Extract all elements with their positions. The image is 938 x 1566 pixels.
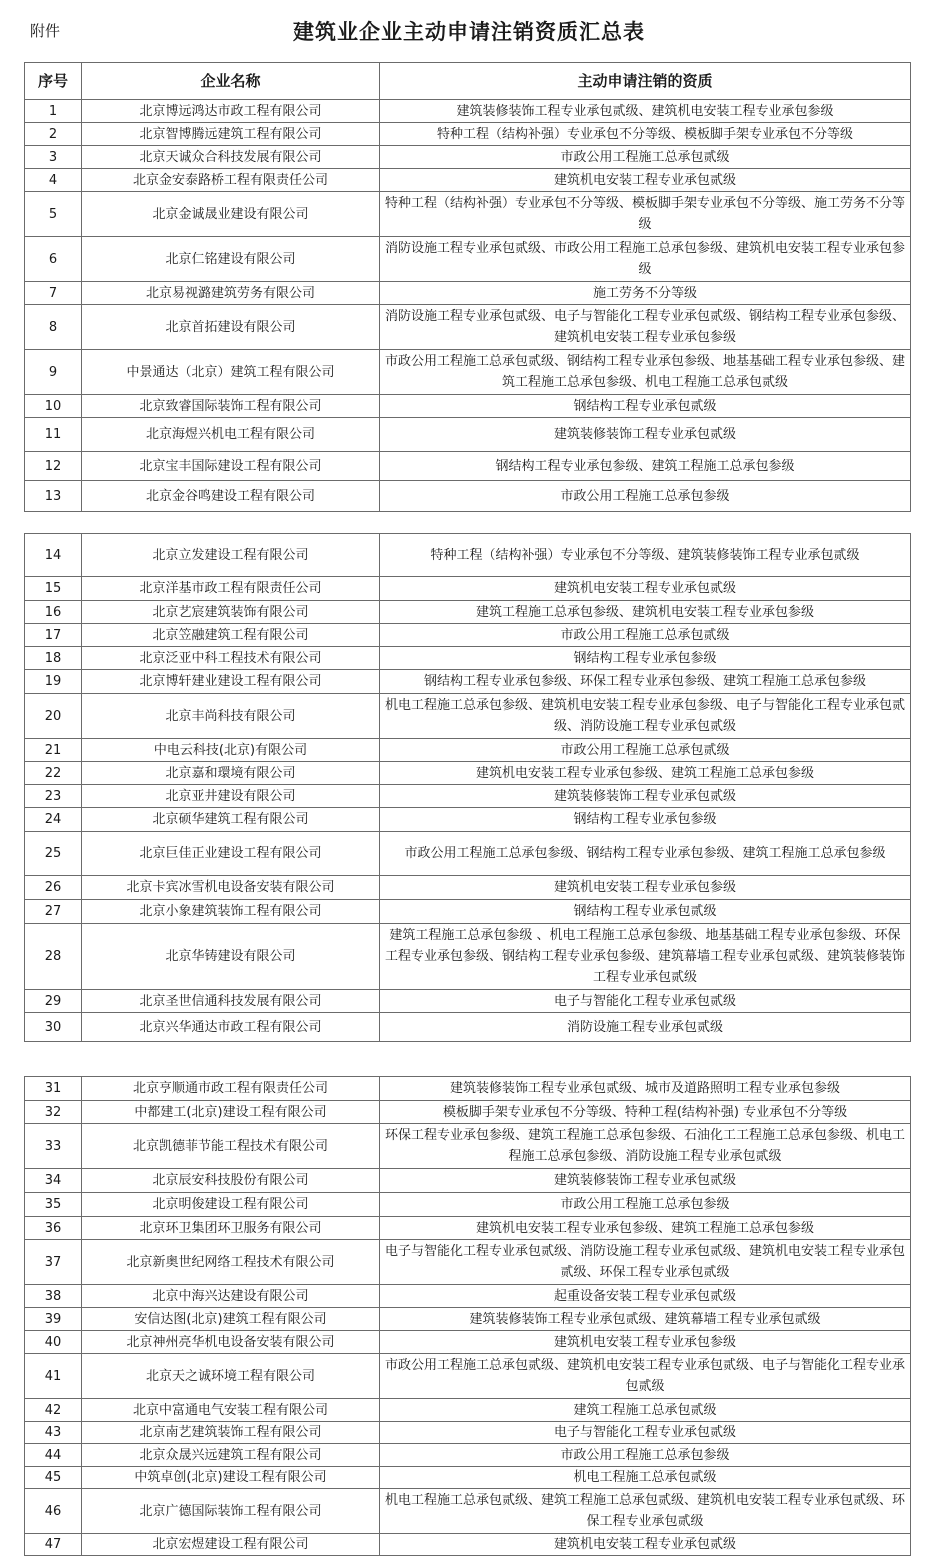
- qualification-text: 机电工程施工总承包贰级、建筑工程施工总承包贰级、建筑机电安装工程专业承包贰级、环保工程专业承包贰级: [380, 1489, 911, 1534]
- qualification-text: 模板脚手架专业承包不分等级、特种工程(结构补强) 专业承包不分等级: [380, 1101, 911, 1124]
- company-name: 北京首拓建设有限公司: [82, 305, 380, 350]
- qualification-text: 建筑机电安装工程专业承包参级: [380, 876, 911, 900]
- table-row: [25, 832, 911, 876]
- table-row: [25, 924, 911, 990]
- company-name: 北京广德国际装饰工程有限公司: [82, 1489, 380, 1534]
- table-row: [25, 192, 911, 237]
- table-row: [25, 1489, 911, 1534]
- table-row: [25, 670, 911, 694]
- qualification-text: 建筑装修装饰工程专业承包贰级、建筑幕墙工程专业承包贰级: [380, 1308, 911, 1331]
- company-name: 北京明俊建设工程有限公司: [82, 1193, 380, 1217]
- company-name: 北京卡宾冰雪机电设备安装有限公司: [82, 876, 380, 900]
- row-number: 20: [25, 694, 82, 739]
- row-number: 44: [25, 1444, 82, 1467]
- qualification-text: 建筑装修装饰工程专业承包贰级、建筑机电安装工程专业承包参级: [380, 100, 911, 123]
- qualification-text: 市政公用工程施工总承包参级、钢结构工程专业承包参级、建筑工程施工总承包参级: [380, 832, 911, 876]
- company-name: 北京笠融建筑工程有限公司: [82, 624, 380, 647]
- qualification-text: 建筑装修装饰工程专业承包贰级: [380, 418, 911, 452]
- qualification-text: 特种工程（结构补强）专业承包不分等级、模板脚手架专业承包不分等级: [380, 123, 911, 146]
- row-number: 14: [25, 534, 82, 577]
- qualification-text: 市政公用工程施工总承包贰级、建筑机电安装工程专业承包贰级、电子与智能化工程专业承包贰级: [380, 1354, 911, 1399]
- company-name: 北京兴华通达市政工程有限公司: [82, 1013, 380, 1042]
- qualification-text: 消防设施工程专业承包贰级、电子与智能化工程专业承包贰级、钢结构工程专业承包参级、建筑机电安装工程专业承包参级: [380, 305, 911, 350]
- company-name: 北京新奥世纪网络工程技术有限公司: [82, 1240, 380, 1285]
- company-name: 北京小象建筑装饰工程有限公司: [82, 900, 380, 924]
- table-row: [25, 1013, 911, 1042]
- qualification-text: 市政公用工程施工总承包贰级: [380, 624, 911, 647]
- row-number: 19: [25, 670, 82, 694]
- company-name: 北京硕华建筑工程有限公司: [82, 808, 380, 832]
- company-name: 北京洋基市政工程有限责任公司: [82, 577, 380, 601]
- qualification-table-part-1: [24, 62, 911, 512]
- qualification-text: 建筑机电安装工程专业承包贰级: [380, 1534, 911, 1556]
- qualification-text: 环保工程专业承包参级、建筑工程施工总承包参级、石油化工工程施工总承包参级、机电工程施工总承包参级、消防设施工程专业承包贰级: [380, 1124, 911, 1169]
- company-name: 北京中富通电气安装工程有限公司: [82, 1399, 380, 1422]
- row-number: 29: [25, 990, 82, 1013]
- qualification-text: 特种工程（结构补强）专业承包不分等级、建筑装修装饰工程专业承包贰级: [380, 534, 911, 577]
- qualification-text: 电子与智能化工程专业承包贰级、消防设施工程专业承包贰级、建筑机电安装工程专业承包贰级、环保工程专业承包贰级: [380, 1240, 911, 1285]
- row-number: 26: [25, 876, 82, 900]
- company-name: 北京中海兴达建设有限公司: [82, 1285, 380, 1308]
- table-row: [25, 1101, 911, 1124]
- company-name: 北京圣世信通科技发展有限公司: [82, 990, 380, 1013]
- row-number: 6: [25, 237, 82, 282]
- qualification-text: 钢结构工程专业承包参级、环保工程专业承包参级、建筑工程施工总承包参级: [380, 670, 911, 694]
- row-number: 35: [25, 1193, 82, 1217]
- qualification-text: 消防设施工程专业承包贰级、市政公用工程施工总承包参级、建筑机电安装工程专业承包参级: [380, 237, 911, 282]
- table-row: [25, 123, 911, 146]
- company-name: 北京嘉和環境有限公司: [82, 762, 380, 785]
- row-number: 47: [25, 1534, 82, 1556]
- table-row: [25, 481, 911, 512]
- table-row: [25, 1169, 911, 1193]
- row-number: 22: [25, 762, 82, 785]
- table-row: [25, 452, 911, 481]
- row-number: 42: [25, 1399, 82, 1422]
- qualification-text: 建筑机电安装工程专业承包参级、建筑工程施工总承包参级: [380, 1217, 911, 1240]
- table-row: [25, 1285, 911, 1308]
- company-name: 中筑卓创(北京)建设工程有限公司: [82, 1467, 380, 1489]
- company-name: 北京金谷鸣建设工程有限公司: [82, 481, 380, 512]
- row-number: 4: [25, 169, 82, 192]
- table-header-row: [25, 63, 911, 100]
- table-row: [25, 1422, 911, 1444]
- qualification-text: 建筑装修装饰工程专业承包贰级: [380, 1169, 911, 1193]
- table-row: [25, 395, 911, 418]
- row-number: 40: [25, 1331, 82, 1354]
- table-row: [25, 577, 911, 601]
- qualification-text: 起重设备安装工程专业承包贰级: [380, 1285, 911, 1308]
- qualification-text: 建筑工程施工总承包参级、建筑机电安装工程专业承包参级: [380, 601, 911, 624]
- company-name: 北京博轩建业建设工程有限公司: [82, 670, 380, 694]
- row-number: 39: [25, 1308, 82, 1331]
- qualification-text: 建筑工程施工总承包贰级: [380, 1399, 911, 1422]
- qualification-table-part-3: [24, 1076, 911, 1556]
- qualification-text: 建筑机电安装工程专业承包贰级: [380, 577, 911, 601]
- row-number: 28: [25, 924, 82, 990]
- table-row: [25, 169, 911, 192]
- table-row: [25, 1444, 911, 1467]
- row-number: 33: [25, 1124, 82, 1169]
- qualification-text: 钢结构工程专业承包参级: [380, 647, 911, 670]
- qualification-text: 电子与智能化工程专业承包贰级: [380, 1422, 911, 1444]
- qualification-table-part-2: [24, 533, 911, 1042]
- header-qualification: 主动申请注销的资质: [380, 63, 911, 100]
- table-row: [25, 146, 911, 169]
- company-name: 北京立发建设工程有限公司: [82, 534, 380, 577]
- qualification-text: 建筑机电安装工程专业承包贰级: [380, 169, 911, 192]
- table-row: [25, 1308, 911, 1331]
- row-number: 45: [25, 1467, 82, 1489]
- row-number: 25: [25, 832, 82, 876]
- qualification-text: 建筑工程施工总承包参级 、机电工程施工总承包参级、地基基础工程专业承包参级、环保工程专业承包参级、钢结构工程专业承包参级、建筑幕墙工程专业承包贰级、建筑装修装饰工程专业承包贰级: [380, 924, 911, 990]
- qualification-text: 市政公用工程施工总承包参级: [380, 481, 911, 512]
- table-row: [25, 1124, 911, 1169]
- table-row: [25, 876, 911, 900]
- table-row: [25, 1217, 911, 1240]
- qualification-text: 消防设施工程专业承包贰级: [380, 1013, 911, 1042]
- table-row: [25, 739, 911, 762]
- table-row: [25, 1331, 911, 1354]
- row-number: 21: [25, 739, 82, 762]
- table-row: [25, 418, 911, 452]
- table-row: [25, 601, 911, 624]
- qualification-text: 机电工程施工总承包贰级: [380, 1467, 911, 1489]
- row-number: 27: [25, 900, 82, 924]
- qualification-text: 机电工程施工总承包参级、建筑机电安装工程专业承包参级、电子与智能化工程专业承包贰级、消防设施工程专业承包贰级: [380, 694, 911, 739]
- qualification-text: 钢结构工程专业承包贰级: [380, 900, 911, 924]
- company-name: 北京金安泰路桥工程有限责任公司: [82, 169, 380, 192]
- table-row: [25, 1399, 911, 1422]
- document-title: 建筑业企业主动申请注销资质汇总表: [293, 20, 645, 44]
- company-name: 北京凯德菲节能工程技术有限公司: [82, 1124, 380, 1169]
- company-name: 北京易视潞建筑劳务有限公司: [82, 282, 380, 305]
- row-number: 12: [25, 452, 82, 481]
- table-row: [25, 900, 911, 924]
- row-number: 32: [25, 1101, 82, 1124]
- row-number: 16: [25, 601, 82, 624]
- company-name: 北京宝丰国际建设工程有限公司: [82, 452, 380, 481]
- company-name: 中景通达（北京）建筑工程有限公司: [82, 350, 380, 395]
- qualification-text: 建筑机电安装工程专业承包参级、建筑工程施工总承包参级: [380, 762, 911, 785]
- row-number: 18: [25, 647, 82, 670]
- company-name: 北京博远鸿达市政工程有限公司: [82, 100, 380, 123]
- header-company: 企业名称: [82, 63, 380, 100]
- table-row: [25, 1193, 911, 1217]
- table-row: [25, 808, 911, 832]
- table-row: [25, 100, 911, 123]
- qualification-text: 钢结构工程专业承包参级: [380, 808, 911, 832]
- table-row: [25, 350, 911, 395]
- row-number: 38: [25, 1285, 82, 1308]
- qualification-text: 特种工程（结构补强）专业承包不分等级、模板脚手架专业承包不分等级、施工劳务不分等级: [380, 192, 911, 237]
- table-row: [25, 534, 911, 577]
- table-row: [25, 647, 911, 670]
- company-name: 北京海煜兴机电工程有限公司: [82, 418, 380, 452]
- table-row: [25, 694, 911, 739]
- table-row: [25, 1354, 911, 1399]
- table-row: [25, 1240, 911, 1285]
- company-name: 安信达图(北京)建筑工程有限公司: [82, 1308, 380, 1331]
- qualification-text: 建筑装修装饰工程专业承包贰级: [380, 785, 911, 808]
- row-number: 11: [25, 418, 82, 452]
- qualification-text: 钢结构工程专业承包贰级: [380, 395, 911, 418]
- table-row: [25, 237, 911, 282]
- row-number: 36: [25, 1217, 82, 1240]
- company-name: 北京亨顺通市政工程有限责任公司: [82, 1077, 380, 1101]
- table-row: [25, 305, 911, 350]
- company-name: 北京天诚众合科技发展有限公司: [82, 146, 380, 169]
- table-row: [25, 624, 911, 647]
- row-number: 8: [25, 305, 82, 350]
- company-name: 北京致睿国际装饰工程有限公司: [82, 395, 380, 418]
- qualification-text: 市政公用工程施工总承包参级: [380, 1444, 911, 1467]
- row-number: 46: [25, 1489, 82, 1534]
- row-number: 17: [25, 624, 82, 647]
- qualification-text: 施工劳务不分等级: [380, 282, 911, 305]
- row-number: 2: [25, 123, 82, 146]
- table-row: [25, 785, 911, 808]
- qualification-text: 市政公用工程施工总承包参级: [380, 1193, 911, 1217]
- attachment-label: 附件: [30, 22, 61, 40]
- company-name: 北京环卫集团环卫服务有限公司: [82, 1217, 380, 1240]
- qualification-text: 市政公用工程施工总承包贰级: [380, 739, 911, 762]
- table-row: [25, 282, 911, 305]
- table-row: [25, 1077, 911, 1101]
- company-name: 北京众晟兴远建筑工程有限公司: [82, 1444, 380, 1467]
- table-row: [25, 1534, 911, 1556]
- table-row: [25, 762, 911, 785]
- header-no: 序号: [25, 63, 82, 100]
- qualification-text: 市政公用工程施工总承包贰级: [380, 146, 911, 169]
- row-number: 31: [25, 1077, 82, 1101]
- company-name: 中都建工(北京)建设工程有限公司: [82, 1101, 380, 1124]
- table-row: [25, 990, 911, 1013]
- table-row: [25, 1467, 911, 1489]
- row-number: 13: [25, 481, 82, 512]
- qualification-text: 钢结构工程专业承包参级、建筑工程施工总承包参级: [380, 452, 911, 481]
- qualification-text: 建筑装修装饰工程专业承包贰级、城市及道路照明工程专业承包参级: [380, 1077, 911, 1101]
- company-name: 北京亚井建设有限公司: [82, 785, 380, 808]
- company-name: 北京南艺建筑装饰工程有限公司: [82, 1422, 380, 1444]
- row-number: 34: [25, 1169, 82, 1193]
- company-name: 北京智博腾远建筑工程有限公司: [82, 123, 380, 146]
- row-number: 7: [25, 282, 82, 305]
- qualification-text: 建筑机电安装工程专业承包参级: [380, 1331, 911, 1354]
- row-number: 37: [25, 1240, 82, 1285]
- row-number: 1: [25, 100, 82, 123]
- row-number: 15: [25, 577, 82, 601]
- row-number: 9: [25, 350, 82, 395]
- company-name: 北京金诚晟业建设有限公司: [82, 192, 380, 237]
- row-number: 41: [25, 1354, 82, 1399]
- company-name: 北京华铸建设有限公司: [82, 924, 380, 990]
- company-name: 北京神州亮华机电设备安装有限公司: [82, 1331, 380, 1354]
- row-number: 5: [25, 192, 82, 237]
- row-number: 23: [25, 785, 82, 808]
- company-name: 北京巨佳正业建设工程有限公司: [82, 832, 380, 876]
- row-number: 30: [25, 1013, 82, 1042]
- qualification-text: 电子与智能化工程专业承包贰级: [380, 990, 911, 1013]
- row-number: 3: [25, 146, 82, 169]
- company-name: 北京宏煜建设工程有限公司: [82, 1534, 380, 1556]
- company-name: 北京仁铭建设有限公司: [82, 237, 380, 282]
- company-name: 中电云科技(北京)有限公司: [82, 739, 380, 762]
- company-name: 北京天之诚环境工程有限公司: [82, 1354, 380, 1399]
- company-name: 北京辰安科技股份有限公司: [82, 1169, 380, 1193]
- row-number: 10: [25, 395, 82, 418]
- row-number: 43: [25, 1422, 82, 1444]
- company-name: 北京丰尚科技有限公司: [82, 694, 380, 739]
- row-number: 24: [25, 808, 82, 832]
- company-name: 北京泛亚中科工程技术有限公司: [82, 647, 380, 670]
- company-name: 北京艺宸建筑装饰有限公司: [82, 601, 380, 624]
- qualification-text: 市政公用工程施工总承包贰级、钢结构工程专业承包参级、地基基础工程专业承包参级、建筑工程施工总承包参级、机电工程施工总承包贰级: [380, 350, 911, 395]
